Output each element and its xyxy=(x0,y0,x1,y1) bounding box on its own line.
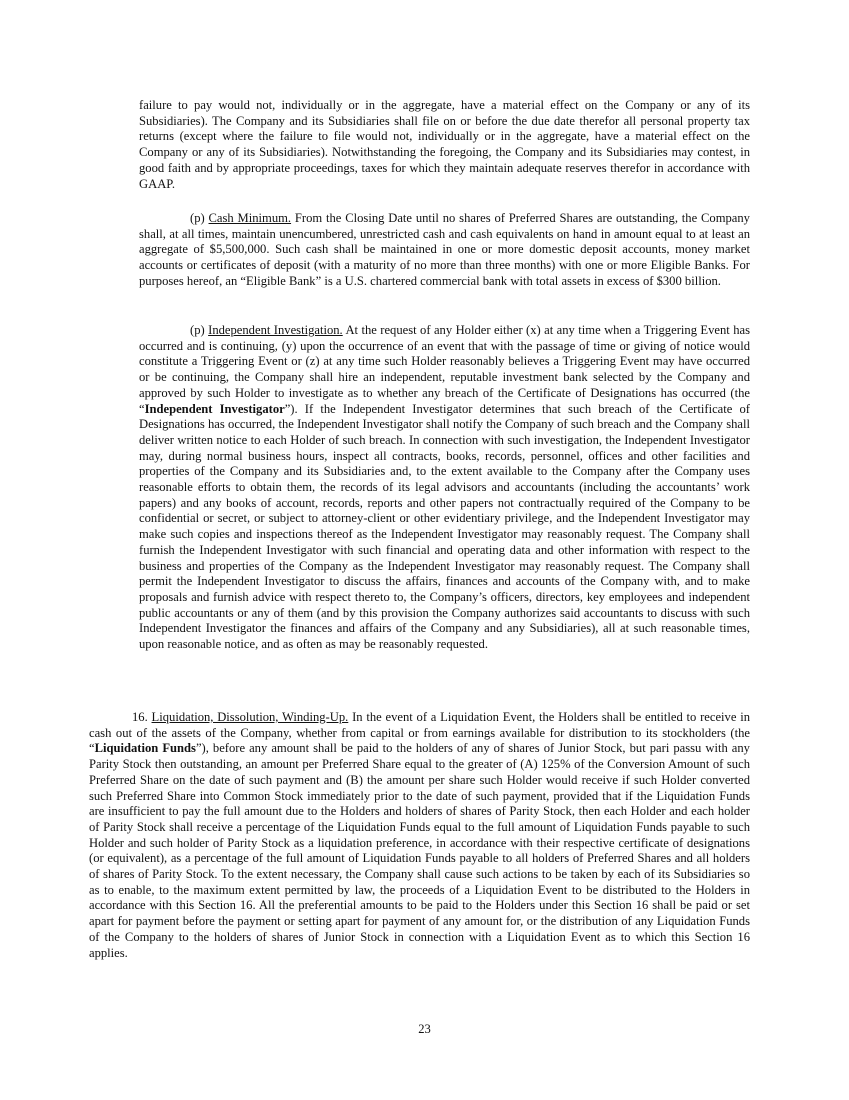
section-label: (p) xyxy=(190,323,205,337)
section-heading: Independent Investigation. xyxy=(208,323,343,337)
section-label: 16. xyxy=(132,710,148,724)
paragraph-text: ”). If the Independent Investigator determines that such breach of the Certificate of Designations has occurred, the Independent Investigator shall notify the Company of such breach and the Company shall deliver written notice to each Holder of such breach. In connection with such investigation, the Independent Investigator may, during normal business hours, inspect all contracts, books, records, personnel, offices and other facilities and properties of the Company and its Subsidiaries and, to the extent available to the Company after the Company uses reasonable efforts to obtain them, the records of its legal advisors and accountants (including the accountants’ work papers) and any books of account, records, reports and other papers not contractually required of the Company to be confidential or secret, or subject to attorney-client or other evidentiary privilege, and the Independent Investigator may make such copies and inspections thereof as the Independent Investigator may reasonably request. The Company shall furnish the Independent Investigator with such financial and operating data and other information with respect to the business and properties of the Company as the Independent Investigator may reasonably request. The Company shall permit the Independent Investigator to discuss the affairs, finances and accounts of the Company with, and to make proposals and furnish advice with respect thereto to, the Company’s officers, directors, key employees and independent public accountants or any of them (and by this provision the Company authorizes said accountants to discuss with such Independent Investigator the finances and affairs of the Company and any Subsidiaries), all at such reasonable times, upon reasonable notice, and as often as may be reasonably requested. xyxy=(139,401,750,652)
paragraph-text: In the event of a Liquidation Event, the Holders shall be entitled to receive in cash out of the assets of the Company, whether from capital or from earnings available for distribution to its stockholders (the “ xyxy=(89,710,751,756)
paragraph-text: At the request of any Holder either (x) at any time when a Triggering Event has occurred and is continuing, (y) upon the occurrence of an event that with the passage of time or giving of notice would constitute a Triggering Event or (z) at any time such Holder reasonably believes a Triggering Event may have occurred or be continuing, the Company shall hire an independent, reputable investment bank selected by the Company and approved by such Holder to investigate as to whether any breach of the Certificate of Designations has occurred (the “ xyxy=(139,323,750,416)
paragraph-text: ”), before any amount shall be paid to the holders of any of shares of Junior Stock, but pari passu with any Parity Stock then outstanding, an amount per Preferred Share equal to the greater of (A) 125% of the Conversion Amount of such Preferred Share on the date of such payment and (B) the amount per share such Holder would receive if such Holder converted such Preferred Share into Common Stock immediately prior to the date of such payment, provided that if the Liquidation Funds are insufficient to pay the full amount due to the Holders and holders of shares of Parity Stock, then each Holder and each holder of Parity Stock shall receive a percentage of the Liquidation Funds equal to the full amount of Liquidation Funds payable to such Holder and such holder of Parity Stock as a liquidation preference, in accordance with their respective certificate of designations (or equivalent), as a percentage of the full amount of Liquidation Funds payable to all holders of Preferred Shares and all holders of shares of Parity Stock. To the extent necessary, the Company shall cause such actions to be taken by each of its Subsidiaries so as to enable, to the maximum extent permitted by law, the proceeds of a Liquidation Event to be distributed to the Holders in accordance with this Section 16. All the preferential amounts to be paid to the Holders under this Section 16 shall be paid or set apart for payment before the payment or setting apart for payment of any amount for, or the distribution of any Liquidation Funds of the Company to the holders of shares of Junior Stock in connection with a Liquidation Event as to which this Section 16 applies. xyxy=(89,741,750,960)
section-label: (p) xyxy=(190,211,205,225)
paragraph-text: From the Closing Date until no shares of Preferred Shares are outstanding, the Company shall, at all times, maintain unencumbered, unrestricted cash and cash equivalents on hand in amount equal to at least an aggregate of $5,500,000. Such cash shall be maintained in one or more domestic deposit accounts, money market accounts or certificates of deposit (with a maturity of no more than three months) with one or more Eligible Banks. For purposes hereof, an “Eligible Bank” is a U.S. chartered commercial bank with total assets in excess of $300 billion. xyxy=(139,211,750,288)
defined-term: Independent Investigator xyxy=(144,401,285,416)
paragraph-cash-minimum xyxy=(139,211,750,290)
paragraph-tax-continuation xyxy=(139,98,750,192)
section-heading: Liquidation, Dissolution, Winding-Up. xyxy=(151,710,349,724)
section-heading: Cash Minimum. xyxy=(208,211,292,225)
paragraph-independent-investigation xyxy=(139,323,750,653)
paragraph-liquidation xyxy=(89,710,750,961)
defined-term: Liquidation Funds xyxy=(94,741,196,756)
page-number: 23 xyxy=(418,1022,431,1036)
paragraph-text: failure to pay would not, individually or in the aggregate, have a material effect on the Company or any of its Subsidiaries). The Company and its Subsidiaries shall file on or before the due date therefor all personal property tax returns (except where the failure to file would not, individually or in the aggregate, have a material effect on the Company or any of its Subsidiaries). Notwithstanding the foregoing, the Company and its Subsidiaries may contest, in good faith and by appropriate proceedings, taxes for which they maintain adequate reserves therefor in accordance with GAAP. xyxy=(139,98,750,191)
